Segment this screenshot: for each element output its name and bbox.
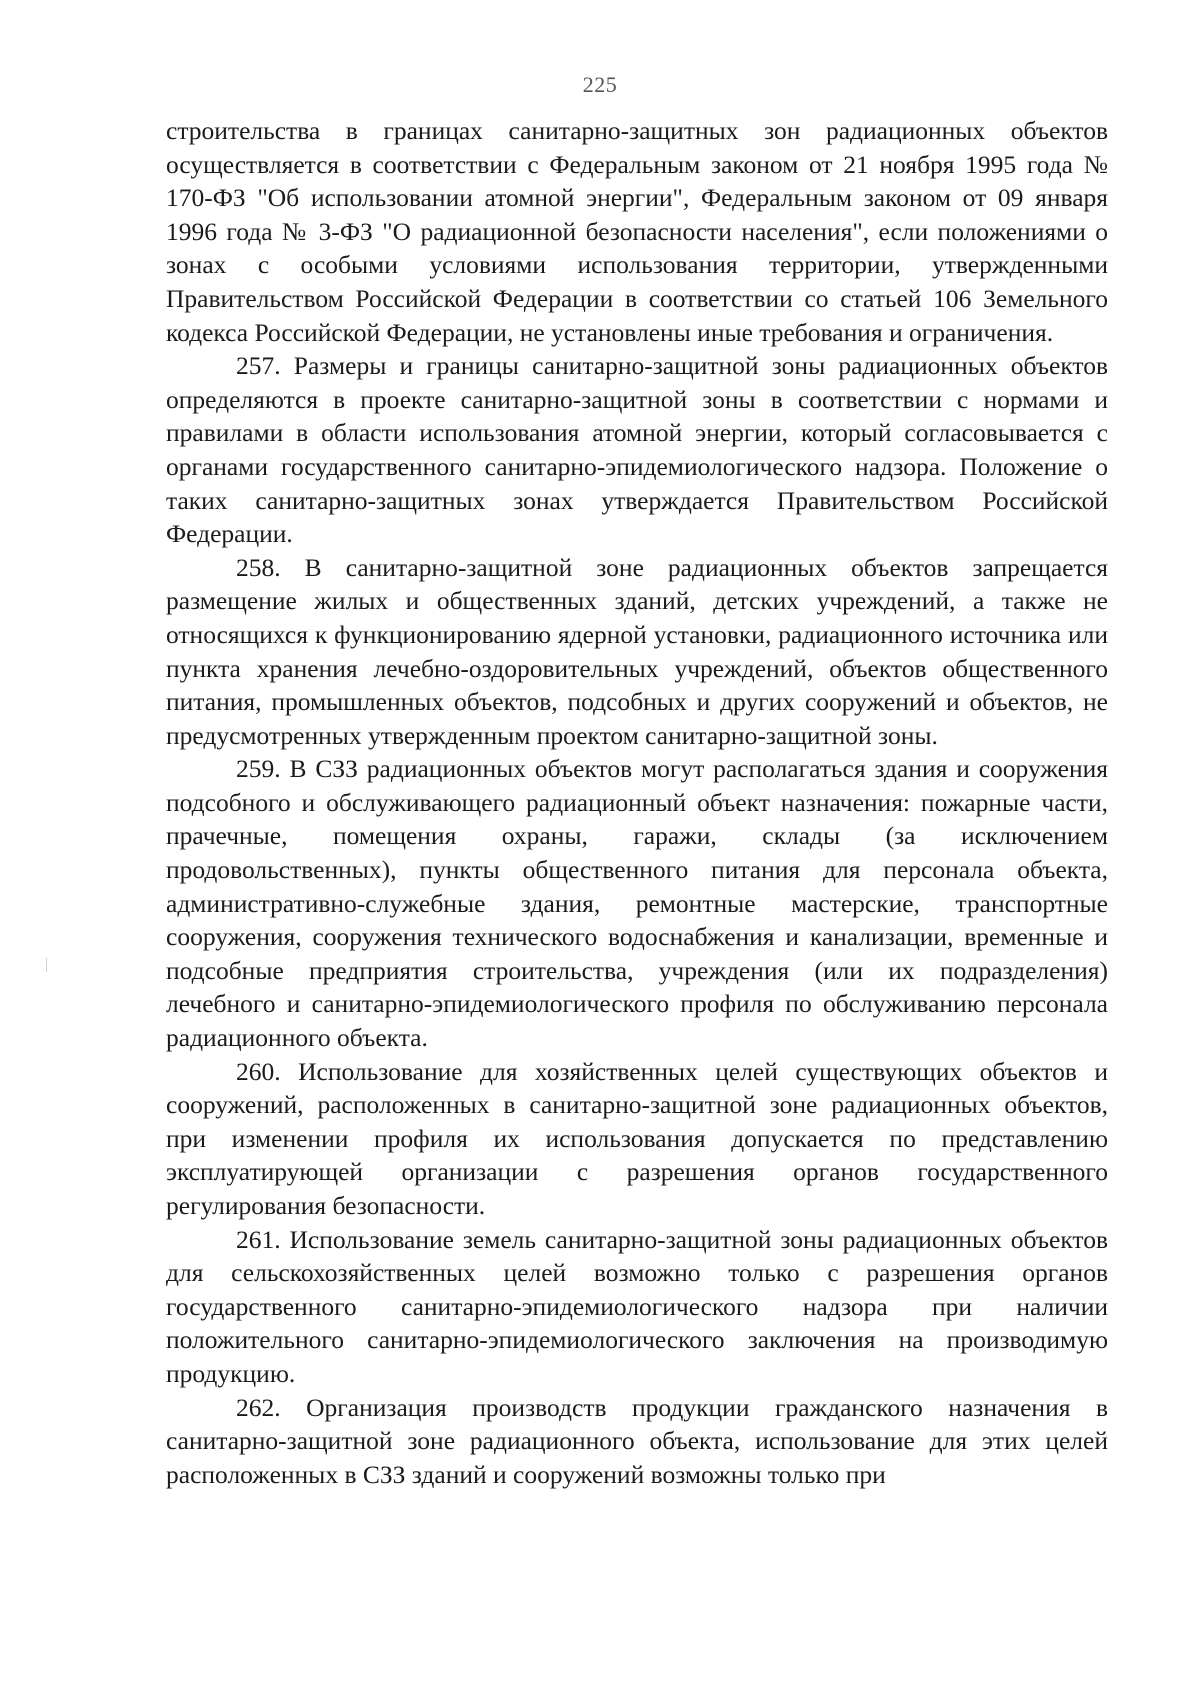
paragraph-260: 260. Использование для хозяйственных целей существующих объектов и сооружений, расположенных в санитарно-защитной зоне радиационных объектов, при изменении профиля их использования допускается по представлению эксплуатирующей организации с разрешения органов государственного регулирования безопасности.: [166, 1056, 1108, 1220]
paragraph-262: 262. Организация производств продукции гражданского назначения в санитарно-защитной зоне радиационного объекта, использование для этих целей расположенных в СЗЗ зданий и сооружений возможны только при: [166, 1392, 1108, 1489]
page-number: 225: [582, 72, 618, 97]
paragraph-continuation: строительства в границах санитарно-защитных зон радиационных объектов осуществляется в соответствии с Федеральным законом от 21 ноября 1995 года № 170-ФЗ "Об использовании атомной энергии", Федеральным законом от 09 января 1996 года № 3-ФЗ "О радиационной безопасности населения", если положениями о зонах с особыми условиями использования территории, утвержденными Правительством Российской Федерации в соответствии со статьей 106 Земельного кодекса Российской Федерации, не установлены иные требования и ограничения.: [166, 116, 1108, 347]
paragraph-258: 258. В санитарно-защитной зоне радиационных объектов запрещается размещение жилых и общественных зданий, детских учреждений, а также не относящихся к функционированию ядерной установки, радиационного источника или пункта хранения лечебно-оздоровительных учреждений, объектов общественного питания, промышленных объектов, подсобных и других сооружений и объектов, не предусмотренных утвержденным проектом санитарно-защитной зоны.: [166, 552, 1108, 750]
margin-mark: [46, 958, 47, 972]
paragraph-259: 259. В СЗЗ радиационных объектов могут располагаться здания и сооружения подсобного и обслуживающего радиационный объект назначения: пожарные части, прачечные, помещения охраны, гаражи, склады (за исключением продовольственных), пункты общественного питания для персонала объекта, административно-служебные здания, ремонтные мастерские, транспортные сооружения, сооружения технического водоснабжения и канализации, временные и подсобные предприятия строительства, учреждения (или их подразделения) лечебного и санитарно-эпидемиологического профиля по обслуживанию персонала радиационного объекта.: [166, 754, 1108, 1053]
paragraph-261: 261. Использование земель санитарно-защитной зоны радиационных объектов для сельскохозяйственных целей возможно только с разрешения органов государственного санитарно-эпидемиологического надзора при наличии положительного санитарно-эпидемиологического заключения на производимую продукцию.: [166, 1224, 1108, 1388]
document-body: [166, 114, 1108, 1491]
paragraph-257: 257. Размеры и границы санитарно-защитной зоны радиационных объектов определяются в проекте санитарно-защитной зоны в соответствии с нормами и правилами в области использования атомной энергии, который согласовывается с органами государственного санитарно-эпидемиологического надзора. Положение о таких санитарно-защитных зонах утверждается Правительством Российской Федерации.: [166, 351, 1108, 549]
